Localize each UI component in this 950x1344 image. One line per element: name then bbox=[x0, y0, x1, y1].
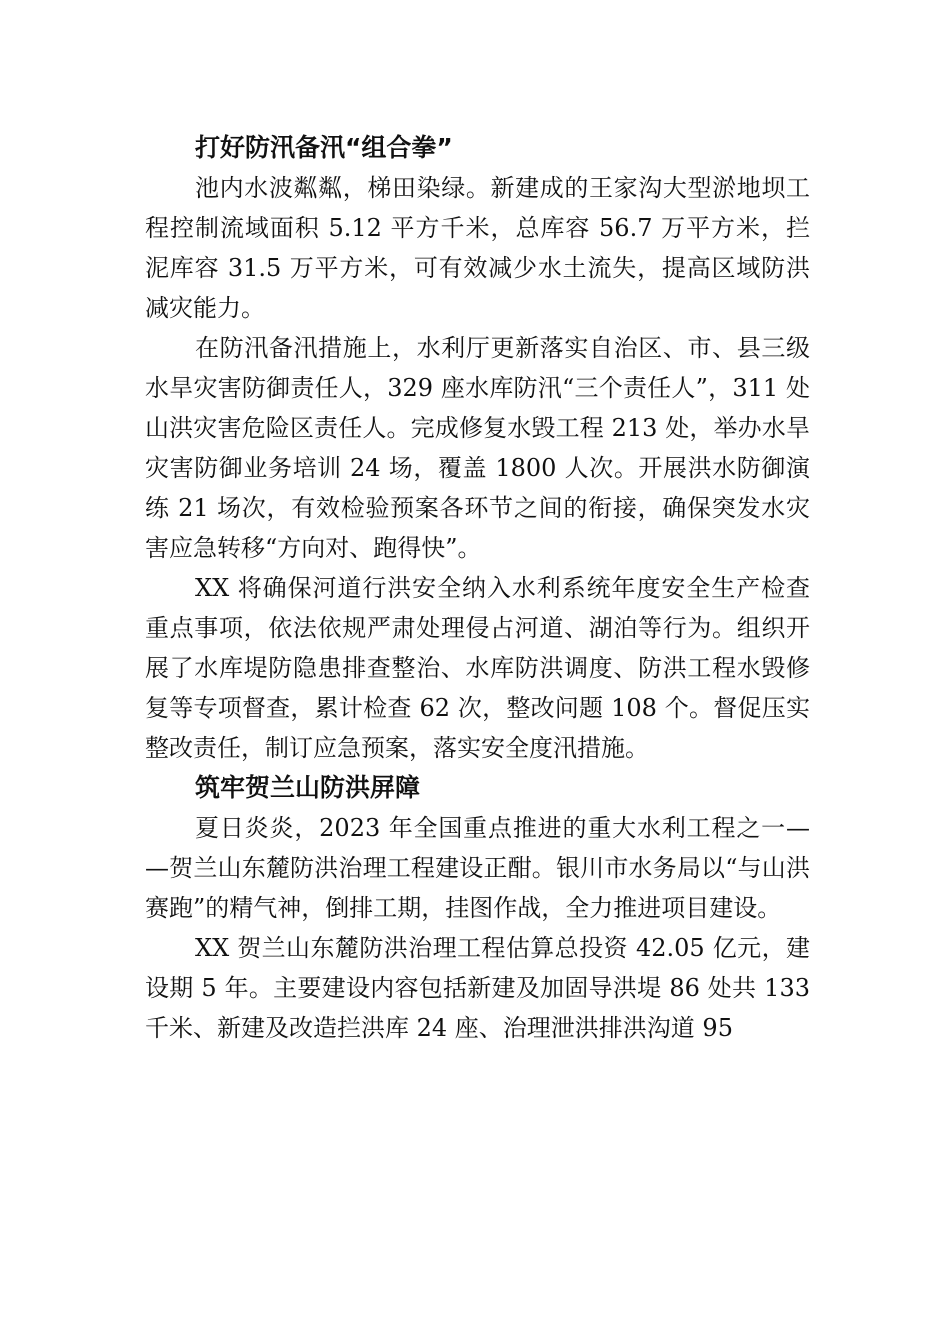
document-page bbox=[145, 128, 810, 1048]
paragraph: 在防汛备汛措施上，水利厅更新落实自治区、市、县三级水旱灾害防御责任人，329 座水库防汛“三个责任人”，311 处山洪灾害危险区责任人。完成修复水毁工程 213 处，举办水旱灾害防御业务培训 24 场，覆盖 1800 人次。开展洪水防御演练 21 场次，有效检验预案各环节之间的衔接，确保突发水灾害应急转移“方向对、跑得快”。 bbox=[145, 334, 810, 562]
paragraph: 池内水波粼粼，梯田染绿。新建成的王家沟大型淤地坝工程控制流域面积 5.12 平方千米，总库容 56.7 万平方米，拦泥库容 31.5 万平方米，可有效减少水土流失，提高区域防洪减灾能力。 bbox=[145, 174, 810, 322]
section-helan-mountain bbox=[145, 768, 810, 1048]
paragraph: 夏日炎炎，2023 年全国重点推进的重大水利工程之一——贺兰山东麓防洪治理工程建设正酣。银川市水务局以“与山洪赛跑”的精气神，倒排工期，挂图作战，全力推进项目建设。 bbox=[145, 814, 810, 922]
paragraph: XX 将确保河道行洪安全纳入水利系统年度安全生产检查重点事项，依法依规严肃处理侵占河道、湖泊等行为。组织开展了水库堤防隐患排查整治、水库防洪调度、防洪工程水毁修复等专项督查，累计检查 62 次，整改问题 108 个。督促压实整改责任，制订应急预案，落实安全度汛措施。 bbox=[145, 574, 810, 762]
section-heading: 打好防汛备汛“组合拳” bbox=[195, 133, 453, 162]
paragraph: XX 贺兰山东麓防洪治理工程估算总投资 42.05 亿元，建设期 5 年。主要建设内容包括新建及加固导洪堤 86 处共 133 千米、新建及改造拦洪库 24 座、治理泄洪排洪沟道 95 bbox=[145, 934, 810, 1042]
section-heading: 筑牢贺兰山防洪屏障 bbox=[195, 773, 421, 802]
section-flood-prevention bbox=[145, 128, 810, 768]
